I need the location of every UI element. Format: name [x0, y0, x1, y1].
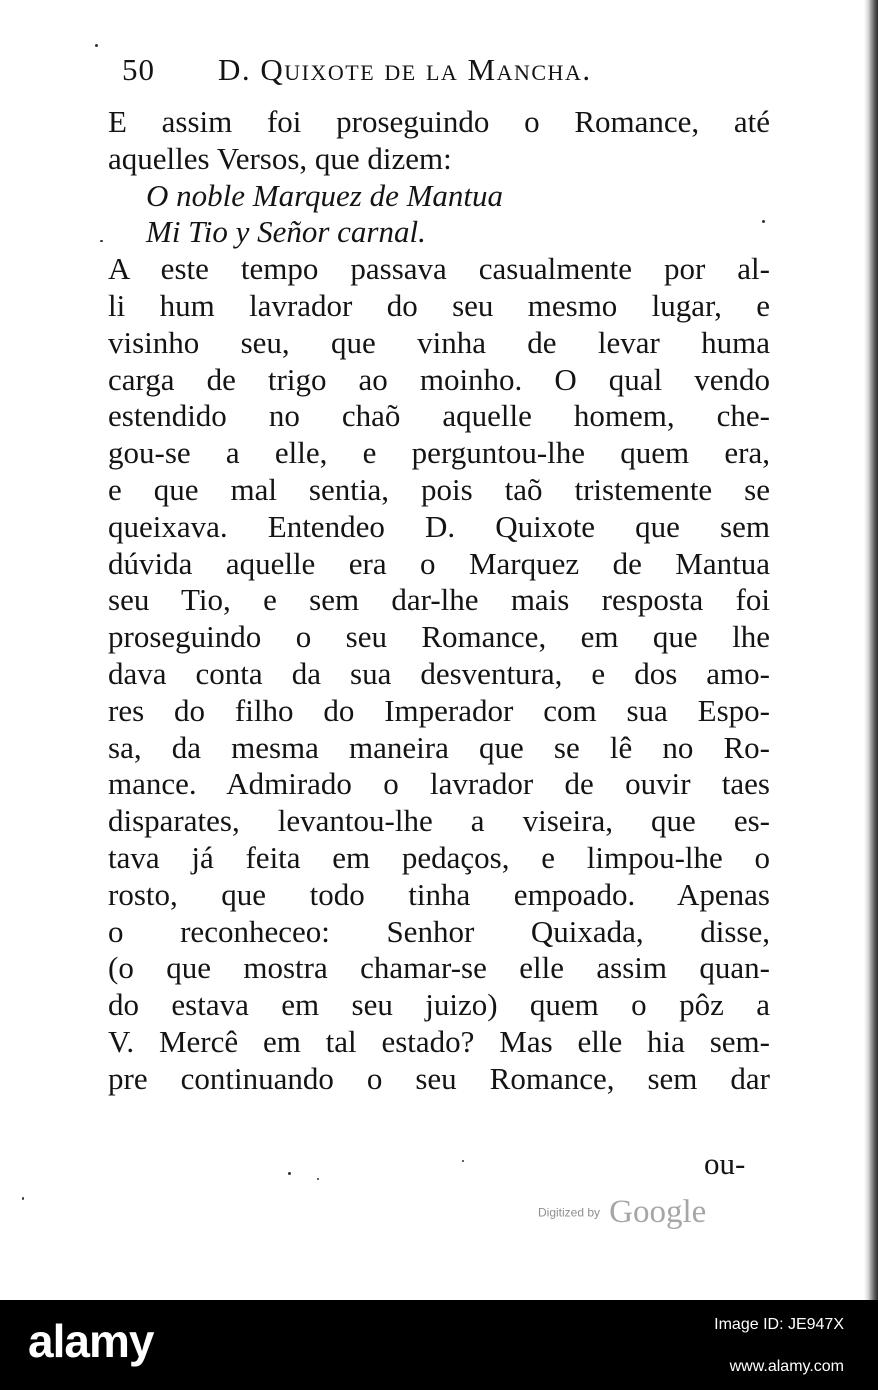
- text-line: pre continuando o seu Romance, sem dar: [108, 1060, 770, 1096]
- text-line: disparates, levantou-lhe a viseira, que es-: [108, 803, 770, 839]
- catchword: ou-: [704, 1146, 746, 1181]
- page-edge-shadow: [864, 0, 878, 1300]
- text-line: sa, da mesma maneira que se lê no Ro-: [108, 729, 770, 765]
- digitized-by-watermark: [538, 1194, 706, 1231]
- text-line: visinho seu, que vinha de levar huma: [108, 324, 770, 360]
- text-line: tava já feita em pedaços, e limpou-lhe o: [108, 839, 770, 875]
- text-line: o reconheceo: Senhor Quixada, disse,: [108, 913, 770, 949]
- scan-speck: [22, 1197, 24, 1200]
- google-wordmark: Google: [609, 1194, 707, 1230]
- text-line: li hum lavrador do seu mesmo lugar, e: [108, 287, 770, 323]
- text-line: A este tempo passava casualmente por al-: [108, 251, 770, 287]
- stock-photo-banner: [0, 1300, 878, 1390]
- text-line: seu Tio, e sem dar-lhe mais resposta foi: [108, 582, 770, 618]
- text-line: queixava. Entendeo D. Quixote que sem: [108, 508, 770, 544]
- text-line: carga de trigo ao moinho. O qual vendo: [108, 361, 770, 397]
- text-line: mance. Admirado o lavrador de ouvir taes: [108, 766, 770, 802]
- text-line: dava conta da sua desventura, e dos amo-: [108, 655, 770, 691]
- text-line: do estava em seu juizo) quem o pôz a: [108, 987, 770, 1023]
- digitized-by-label: Digitized by: [538, 1205, 601, 1220]
- verse-line: O noble Marquez de Mantua: [146, 177, 504, 213]
- alamy-url: www.alamy.com: [729, 1358, 844, 1375]
- text-line: dúvida aquelle era o Marquez de Mantua: [108, 545, 770, 581]
- verse-line: Mi Tio y Señor carnal.: [146, 214, 426, 250]
- body-text: [108, 104, 770, 1098]
- image-id: [714, 1314, 844, 1336]
- text-line: V. Mercê em tal estado? Mas elle hia sem-: [108, 1023, 770, 1059]
- scan-speck: [288, 1172, 291, 1175]
- text-line: proseguindo o seu Romance, em que lhe: [108, 619, 770, 655]
- text-line: estendido no chaõ aquelle homem, che-: [108, 398, 770, 434]
- scan-speck: [462, 1160, 464, 1162]
- scan-speck: [95, 44, 98, 47]
- image-id-label: Image ID: JE947X: [714, 1316, 844, 1333]
- scan-speck: [100, 240, 103, 242]
- running-head: [122, 52, 702, 92]
- text-line: rosto, que todo tinha empoado. Apenas: [108, 876, 770, 912]
- scan-speck: [762, 220, 765, 223]
- text-line: e que mal sentia, pois taõ tristemente se: [108, 471, 770, 507]
- text-line: E assim foi proseguindo o Romance, até: [108, 104, 770, 139]
- text-line: aquelles Versos, que dizem:: [108, 140, 452, 176]
- alamy-logo: alamy: [28, 1315, 154, 1367]
- page-number: 50: [122, 52, 155, 87]
- text-line: gou-se a elle, e perguntou-lhe quem era,: [108, 435, 770, 471]
- text-line: (o que mostra chamar-se elle assim quan-: [108, 950, 770, 986]
- running-title: D. Quixote de la Mancha.: [218, 52, 592, 87]
- text-line: res do filho do Imperador com sua Espo-: [108, 692, 770, 728]
- scan-speck: [317, 1178, 319, 1180]
